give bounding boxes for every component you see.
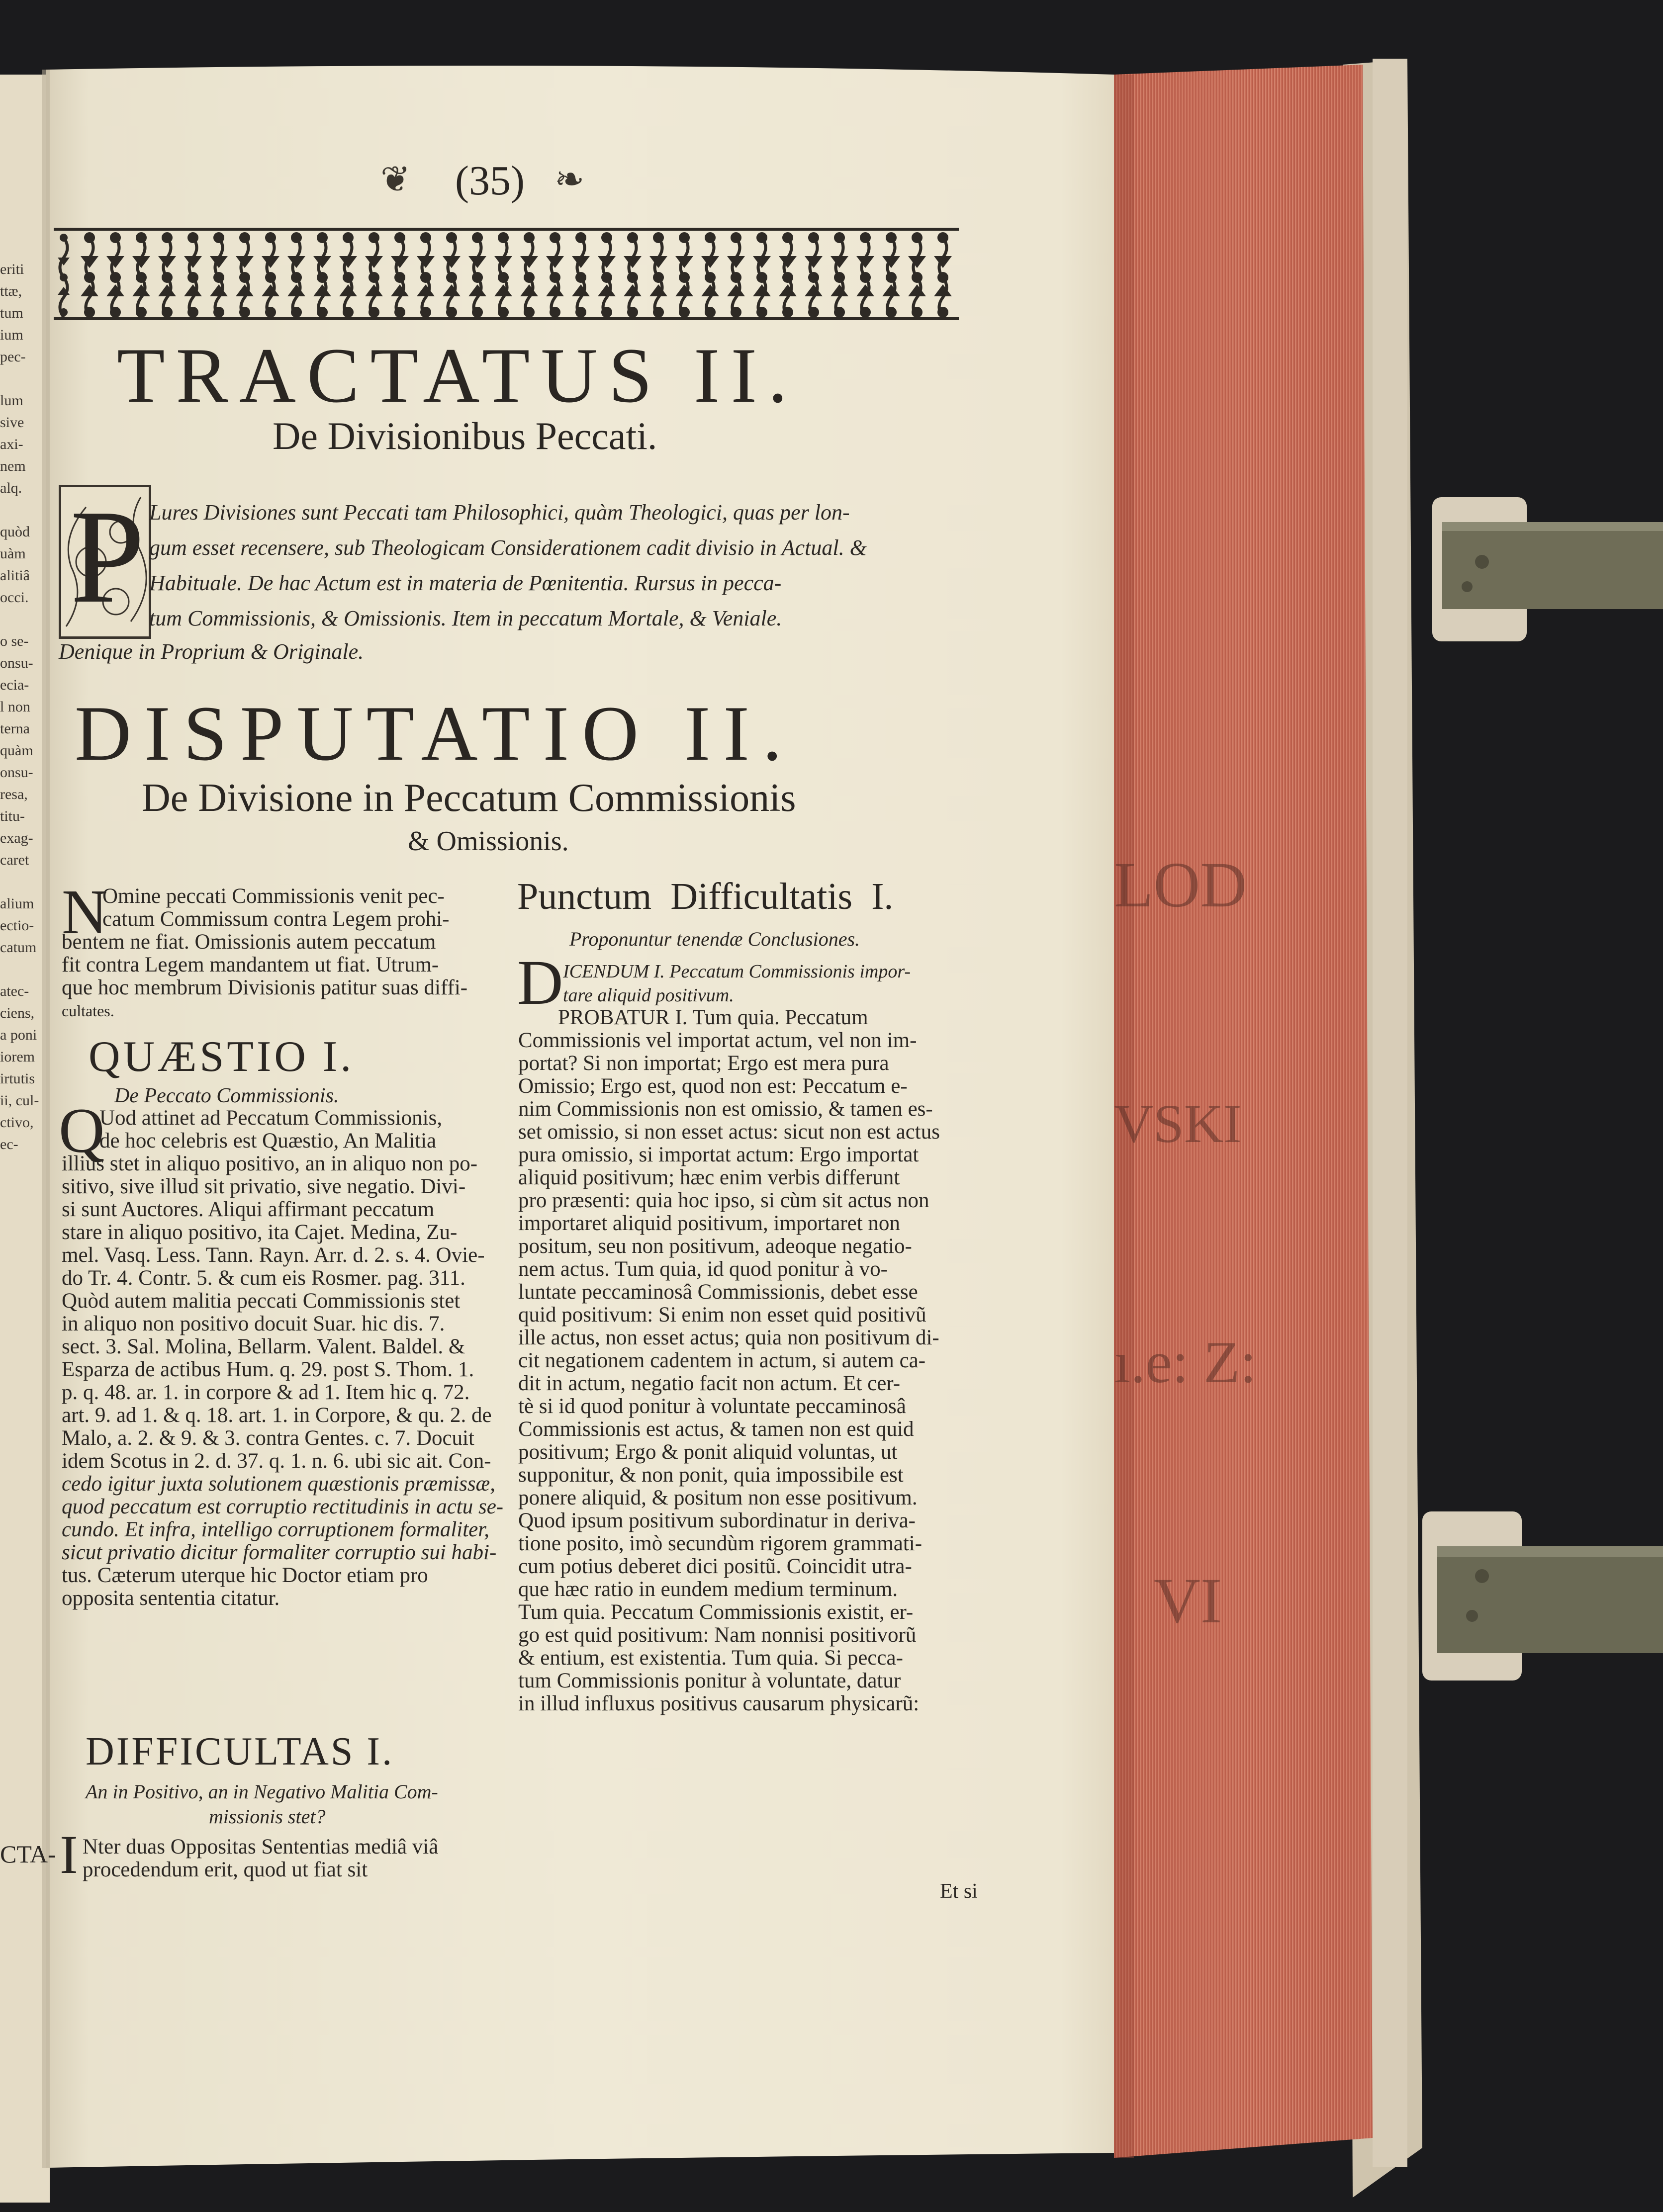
text-line: cundo. Et infra, intelligo corruptionem formaliter, <box>62 1518 489 1541</box>
text-line: importaret aliquid positivum, importaret non <box>518 1212 900 1235</box>
text-line: aliquid positivum; hæc enim verbis differunt <box>518 1166 900 1189</box>
fragment: a poni <box>0 1027 37 1043</box>
text-line: ponere aliquid, & positum non esse positivum. <box>518 1486 918 1509</box>
difficultas-subtitle: An in Positivo, an in Negativo Malitia Com- <box>86 1780 438 1803</box>
fragment: ium <box>0 327 23 343</box>
text-line: sect. 3. Sal. Molina, Bellarm. Valent. Baldel. & <box>62 1335 465 1358</box>
text-line: fit contra Legem mandantem ut fiat. Utrum- <box>62 953 439 976</box>
fragment: alq. <box>0 480 22 496</box>
text-line: ille actus, non esset actus; quia non positivum di- <box>518 1326 939 1349</box>
text-line: PROBATUR I. Tum quia. Peccatum <box>558 1006 868 1029</box>
text-line: nem actus. Tum quia, id quod ponitur à vo- <box>518 1257 888 1281</box>
intro-paragraph <box>149 495 867 636</box>
fragment: pec- <box>0 349 26 365</box>
text-line: nim Commissionis non est omissio, & tamen es- <box>518 1097 933 1121</box>
ornamental-headband <box>54 223 959 325</box>
text-line: que hæc ratio in eundem medium terminum. <box>518 1578 898 1601</box>
drop-cap-d: D <box>517 947 563 1018</box>
left-para-1 <box>62 885 499 1022</box>
text-line: tare aliquid positivum. <box>563 985 734 1006</box>
text-line: tè si id quod ponitur à voluntate peccaminosâ <box>518 1395 906 1418</box>
tractatus-title: TRACTATUS II. <box>117 332 799 419</box>
text-line: go est quid positivum: Nam nonnisi positivorũ <box>518 1623 917 1647</box>
drop-cap-i: I <box>60 1824 78 1885</box>
fragment <box>0 368 43 390</box>
text-line: Commissionis vel importat actum, vel non im- <box>518 1029 917 1052</box>
fragment <box>0 499 43 521</box>
intro-line: Habituale. De hac Actum est in materia de Pœnitentia. Rursus in pecca- <box>149 571 782 595</box>
fleuron-left: ❦ <box>380 160 411 199</box>
fragment: alitiâ <box>0 567 30 584</box>
text-line: pura omissio, si importat actum: Ergo importat <box>518 1143 919 1166</box>
fragment: uàm <box>0 545 26 562</box>
punctum-subtitle: Proponuntur tenendæ Conclusiones. <box>569 928 860 950</box>
intro-line-last: Denique in Proprium & Originale. <box>59 639 364 664</box>
text-line: mel. Vasq. Less. Tann. Rayn. Arr. d. 2. s. 4. Ovie- <box>62 1243 485 1267</box>
text-line: si sunt Auctores. Aliqui affirmant peccatum <box>62 1198 435 1221</box>
text-line: procedendum erit, quod ut fiat sit <box>83 1858 368 1881</box>
disputatio-subtitle: De Divisione in Peccatum Commissionis <box>142 776 796 820</box>
text-line: portat? Si non importat; Ergo est mera pura <box>518 1052 889 1075</box>
fragment: terna <box>0 720 30 737</box>
fragment: ectio- <box>0 917 34 934</box>
right-column-body <box>518 1006 1006 1715</box>
text-line: idem Scotus in 2. d. 37. q. 1. n. 6. ubi sic ait. Con- <box>62 1449 491 1473</box>
fragment: exag- <box>0 830 33 846</box>
text-line: Omissio; Ergo est, quod non est: Peccatum e- <box>518 1074 908 1098</box>
fragment <box>0 871 43 893</box>
fragment: alium <box>0 895 34 912</box>
page-number: (35) <box>455 158 525 204</box>
fragment <box>0 959 43 980</box>
fragment: axi- <box>0 436 23 452</box>
text-line: cum potius deberet dici positũ. Coincidit utra- <box>518 1555 912 1578</box>
text-line: Nter duas Oppositas Sententias mediâ viâ <box>83 1835 439 1858</box>
fragment: iorem <box>0 1049 35 1065</box>
text-line: Quòd autem malitia peccati Commissionis stet <box>62 1289 461 1313</box>
fragment: quàm <box>0 742 33 759</box>
text-line: de hoc celebris est Quæstio, An Malitia <box>99 1129 437 1152</box>
fragment: atec- <box>0 983 29 999</box>
text-line: dit in actum, negatio facit non actum. Et cer- <box>518 1372 901 1395</box>
stamp-line: VI <box>1154 1565 1222 1637</box>
drop-cap-n: N <box>62 877 108 947</box>
text-line: art. 9. ad 1. & q. 18. art. 1. in Corpore, & qu. 2. de <box>62 1404 492 1427</box>
text-line: cultates. <box>62 1002 114 1020</box>
fragment: lum <box>0 392 23 409</box>
text-line: quid positivum: Si enim non esset quid positivũ <box>518 1303 926 1327</box>
stamp-line: VSKI <box>1114 1093 1242 1154</box>
decorated-initial <box>59 482 151 639</box>
text-line: cedo igitur juxta solutionem quæstionis præmissæ, <box>62 1472 495 1496</box>
text-line: pro præsenti: quia hoc ipso, si cùm sit actus non <box>518 1189 929 1212</box>
right-para-head <box>563 960 911 1007</box>
disputatio-subtitle-2: & Omissionis. <box>408 826 569 857</box>
fragment: caret <box>0 852 29 868</box>
intro-line: Lures Divisiones sunt Peccati tam Philosophici, quàm Theologici, quas per lon- <box>149 500 850 525</box>
facing-page-fragment-bottom: CTA- <box>0 1840 56 1868</box>
drop-cap-q: Q <box>59 1095 105 1166</box>
fragment: nem <box>0 458 26 474</box>
fragment <box>0 609 43 630</box>
text-line: supponitur, & non ponit, quia impossibile est <box>518 1463 904 1487</box>
text-line: catum Commissum contra Legem prohi- <box>102 907 450 931</box>
intro-line: tum Commissionis, & Omissionis. Item in peccatum Mortale, & Veniale. <box>149 606 782 630</box>
text-line: tum Commissionis ponitur à voluntate, datur <box>518 1669 901 1692</box>
fragment: sive <box>0 414 24 431</box>
fragment: quòd <box>0 524 30 540</box>
text-line: opposita sententia citatur. <box>62 1587 280 1610</box>
text-line: in aliquo non positivo docuit Suar. hic dis. 7. <box>62 1312 445 1335</box>
fragment: occi. <box>0 589 29 606</box>
punctum-title: Punctum Difficultatis I. <box>517 876 894 917</box>
fragment: ctivo, <box>0 1114 34 1131</box>
text-line: tus. Cæterum uterque hic Doctor etiam pro <box>62 1564 428 1587</box>
fragment: tum <box>0 305 23 321</box>
text-line: Tum quia. Peccatum Commissionis existit, er- <box>518 1600 914 1624</box>
text-line: Quod ipsum positivum subordinatur in deriva- <box>518 1509 916 1532</box>
fragment: o se- <box>0 633 29 649</box>
text-line: sicut privatio dicitur formaliter corruptio sui habi- <box>62 1541 497 1564</box>
text-line: Esparza de actibus Hum. q. 29. post S. Thom. 1. <box>62 1358 474 1381</box>
fragment: catum <box>0 939 37 956</box>
text-line: luntate peccaminosâ Commissionis, debet esse <box>518 1280 918 1304</box>
text-line: illius stet in aliquo positivo, an in aliquo non po- <box>62 1152 478 1175</box>
text-line: que hoc membrum Divisionis patitur suas diffi- <box>62 976 468 999</box>
left-para-2 <box>62 1106 504 1610</box>
fragment: ec- <box>0 1136 18 1152</box>
fragment: ciens, <box>0 1005 35 1021</box>
text-line: Uod attinet ad Peccatum Commissionis, <box>99 1106 443 1130</box>
quaestio-title: QUÆSTIO I. <box>89 1033 355 1081</box>
stamp-line: LOD <box>1114 849 1247 921</box>
fragment: eriti <box>0 261 24 277</box>
text-line: tione posito, imò secundùm rigorem grammati- <box>518 1532 923 1555</box>
text-line: p. q. 48. ar. 1. in corpore & ad 1. Item hic q. 72. <box>62 1381 470 1404</box>
fragment: irtutis <box>0 1070 35 1087</box>
fragment: onsu- <box>0 655 33 671</box>
fragment: ecia- <box>0 677 29 693</box>
text-line: ICENDUM I. Peccatum Commissionis impor- <box>563 961 911 982</box>
left-para-3 <box>62 1836 499 1881</box>
text-line: stare in aliquo positivo, ita Cajet. Medina, Zu- <box>62 1221 458 1244</box>
fragment: onsu- <box>0 764 33 781</box>
fragment: ii, cul- <box>0 1092 39 1109</box>
text-line: quod peccatum est corruptio rectitudinis in actu se- <box>62 1495 504 1518</box>
text-line: & entium, est existentia. Tum quia. Si pecca- <box>518 1646 903 1670</box>
text-line: sitivo, sive illud sit privatio, sive negatio. Divi- <box>62 1175 466 1198</box>
text-line: positivum; Ergo & ponit aliquid voluntas, ut <box>518 1440 898 1464</box>
quaestio-subtitle: De Peccato Commissionis. <box>114 1084 339 1107</box>
text-line: cit negationem cadentem in actum, si autem ca- <box>518 1349 926 1372</box>
text-line: positum, seu non positivum, adeoque negatio- <box>518 1235 912 1258</box>
difficultas-subtitle-2: missionis stet? <box>209 1805 326 1828</box>
fragment: resa, <box>0 786 28 802</box>
text-line: Malo, a. 2. & 9. & 3. contra Gentes. c. 7. Docuit <box>62 1426 474 1450</box>
text-line: Commissionis est actus, & tamen non est quid <box>518 1417 914 1441</box>
initial-letter: P <box>70 482 145 631</box>
fleuron-right: ❧ <box>554 160 585 199</box>
fragment: l non <box>0 699 30 715</box>
text-line: Omine peccati Commissionis venit pec- <box>102 885 445 908</box>
difficultas-title: DIFFICULTAS I. <box>86 1730 394 1773</box>
stamp-line: ı.e: Z: <box>1114 1329 1257 1395</box>
disputatio-title: DISPUTATIO II. <box>75 690 795 777</box>
text-line: bentem ne fiat. Omissionis autem peccatum <box>62 930 436 954</box>
catchword: Et si <box>940 1880 978 1903</box>
intro-line: gum esset recensere, sub Theologicam Considerationem cadit divisio in Actual. & <box>149 535 867 560</box>
fragment: titu- <box>0 808 25 824</box>
facing-page-fragments <box>0 259 43 1155</box>
tractatus-subtitle: De Divisionibus Peccati. <box>273 414 657 457</box>
text-line: set omissio, si non esset actus: sicut non est actus <box>518 1120 940 1144</box>
edge-stamp <box>1114 686 1257 1720</box>
fragment: ttæ, <box>0 283 22 299</box>
text-line: in illud influxus positivus causarum physicarũ: <box>518 1692 920 1715</box>
text-line: do Tr. 4. Contr. 5. & cum eis Rosmer. pag. 311. <box>62 1266 465 1290</box>
